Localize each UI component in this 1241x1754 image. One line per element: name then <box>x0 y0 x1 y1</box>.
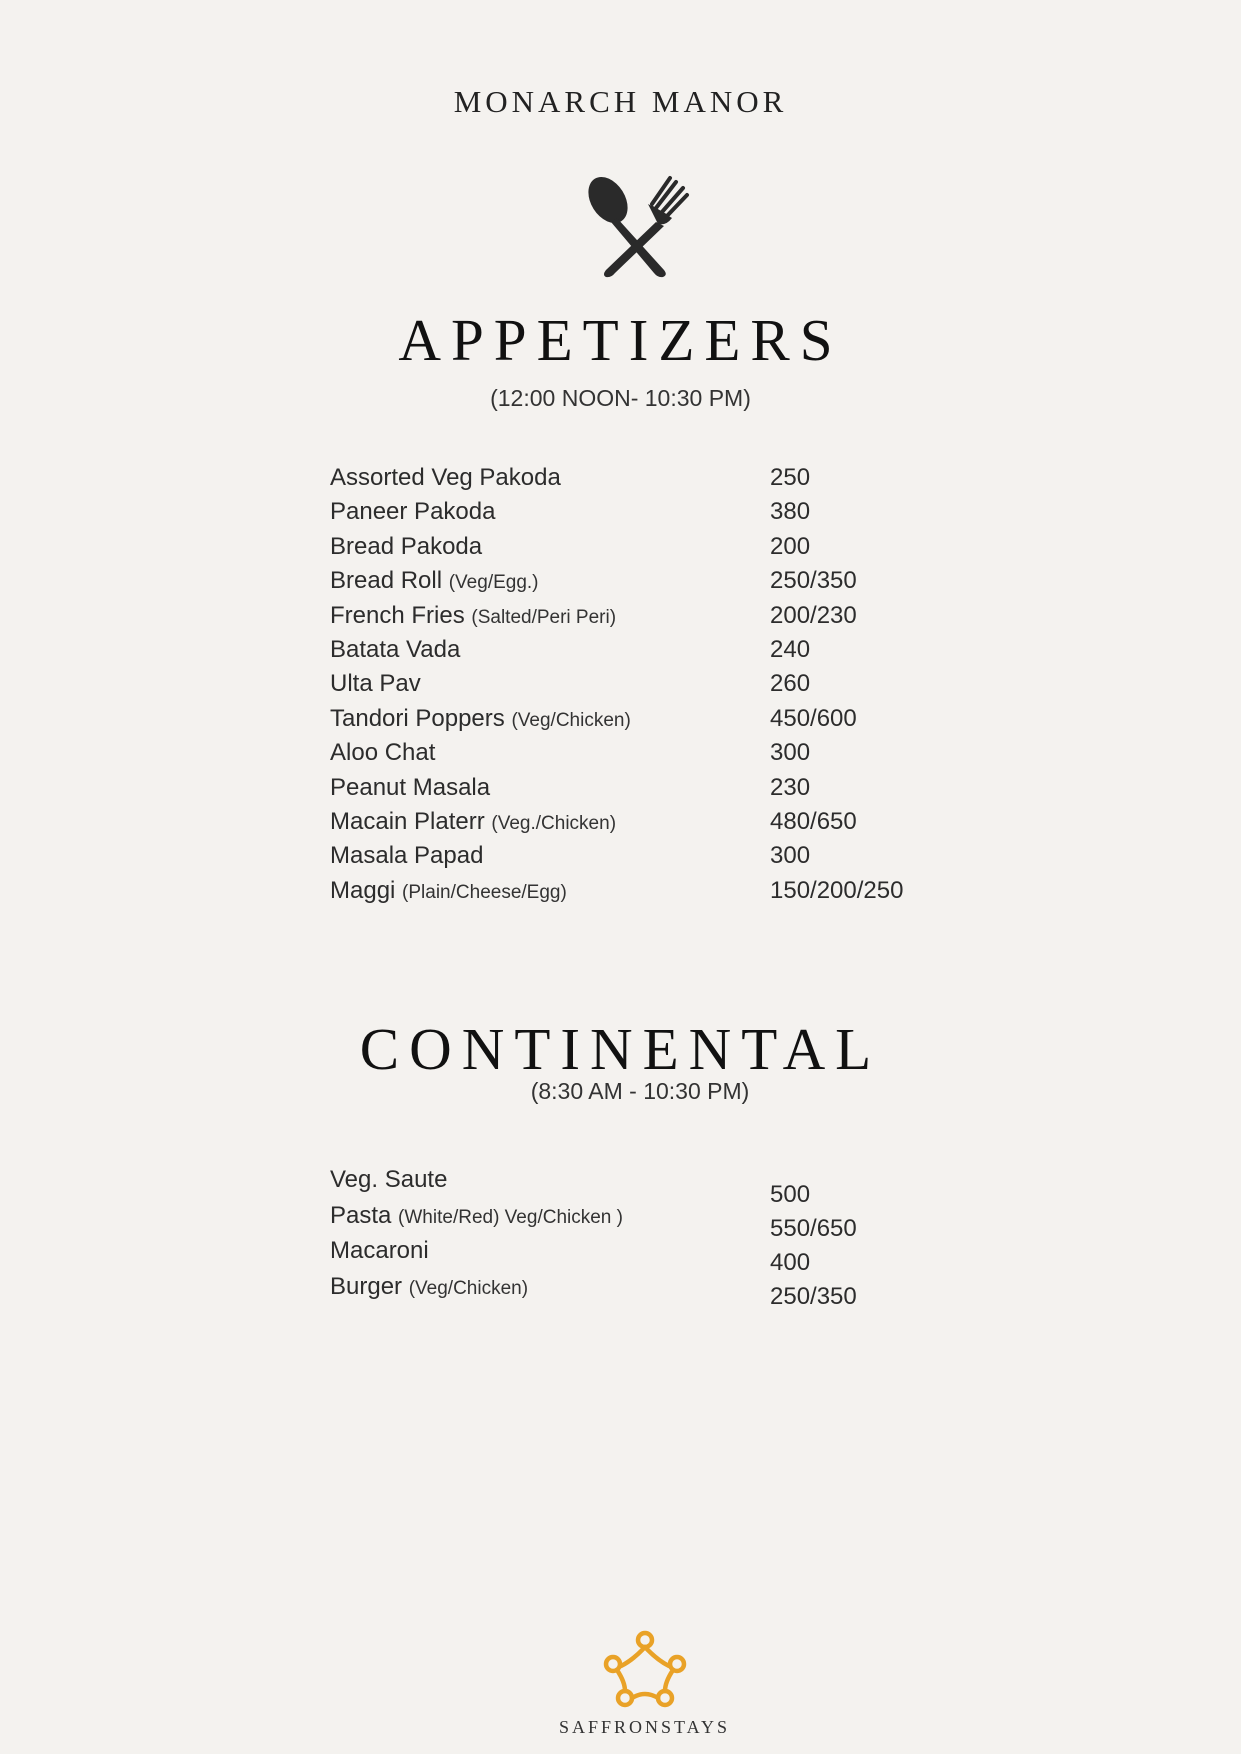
item-price: 500 <box>770 1181 811 1208</box>
item-name: Masala Papad <box>330 842 484 870</box>
item-name: Assorted Veg Pakoda <box>330 464 561 491</box>
appetizers-hours: (12:00 NOON- 10:30 PM) <box>490 385 751 411</box>
continental-prices <box>770 1181 857 1317</box>
item-name: Peanut Masala <box>330 773 491 801</box>
item-price: 400 <box>770 1249 811 1276</box>
item-price: 300 <box>770 842 811 870</box>
item-note: (Salted/Peri Peri) <box>471 606 617 628</box>
continental-names <box>330 1166 623 1308</box>
appetizers-list <box>330 464 950 911</box>
menu-item <box>330 636 950 670</box>
item-price: 480/650 <box>770 807 857 835</box>
footer-brand: SAFFRONSTAYS <box>559 1717 730 1737</box>
item-name: French Fries (Salted/Peri Peri) <box>330 601 617 629</box>
menu-item-name: Veg. Saute <box>330 1166 448 1193</box>
item-name: Batata Vada <box>330 635 461 663</box>
menu-item <box>330 808 950 842</box>
item-price: 300 <box>770 739 811 767</box>
item-name: Bread Pakoda <box>330 532 483 560</box>
item-note: (Veg./Chicken) <box>491 812 617 834</box>
cutlery-icon <box>584 174 690 280</box>
menu-item-name: Burger (Veg/Chicken) <box>330 1272 529 1300</box>
item-price: 260 <box>770 670 811 698</box>
menu-item-name: Pasta (White/Red) Veg/Chicken ) <box>330 1201 623 1229</box>
appetizers-title: APPETIZERS <box>398 307 843 373</box>
brand-title: MONARCH MANOR <box>453 84 788 119</box>
item-price: 150/200/250 <box>770 876 904 904</box>
menu-item <box>330 739 950 773</box>
menu-item-name: Macaroni <box>330 1237 429 1264</box>
menu-item <box>330 602 950 636</box>
menu-item <box>330 567 950 601</box>
menu-item <box>330 705 950 739</box>
menu-item <box>330 498 950 532</box>
item-price: 250/350 <box>770 1283 857 1310</box>
item-name: Ulta Pav <box>330 670 421 698</box>
item-price: 240 <box>770 635 811 663</box>
item-price: 550/650 <box>770 1215 857 1242</box>
item-price: 250/350 <box>770 567 857 595</box>
menu-item <box>330 464 950 498</box>
item-note: (Veg/Egg.) <box>448 572 539 594</box>
item-note: (White/Red) Veg/Chicken ) <box>398 1206 623 1228</box>
menu-item <box>330 533 950 567</box>
item-name: Bread Roll (Veg/Egg.) <box>330 567 539 595</box>
item-note: (Veg/Chicken) <box>408 1277 529 1299</box>
item-price: 200/230 <box>770 601 857 629</box>
item-price: 380 <box>770 498 811 526</box>
item-note: (Plain/Cheese/Egg) <box>402 881 567 903</box>
menu-item <box>330 842 950 876</box>
saffronstays-logo-icon <box>603 1630 687 1708</box>
item-price: 230 <box>770 773 811 801</box>
item-name: Maggi (Plain/Cheese/Egg) <box>330 876 567 904</box>
continental-title: CONTINENTAL <box>359 1016 882 1082</box>
item-price: 200 <box>770 532 811 560</box>
menu-item <box>330 774 950 808</box>
item-name: Paneer Pakoda <box>330 498 496 526</box>
continental-hours: (8:30 AM - 10:30 PM) <box>530 1078 750 1104</box>
item-name: Aloo Chat <box>330 739 436 767</box>
item-name: Tandori Poppers (Veg/Chicken) <box>330 704 631 732</box>
item-note: (Veg/Chicken) <box>511 709 631 731</box>
menu-item <box>330 670 950 704</box>
menu-item <box>330 877 950 911</box>
item-price: 450/600 <box>770 704 857 732</box>
item-name: Macain Platerr (Veg./Chicken) <box>330 807 617 835</box>
item-price: 250 <box>770 464 811 491</box>
